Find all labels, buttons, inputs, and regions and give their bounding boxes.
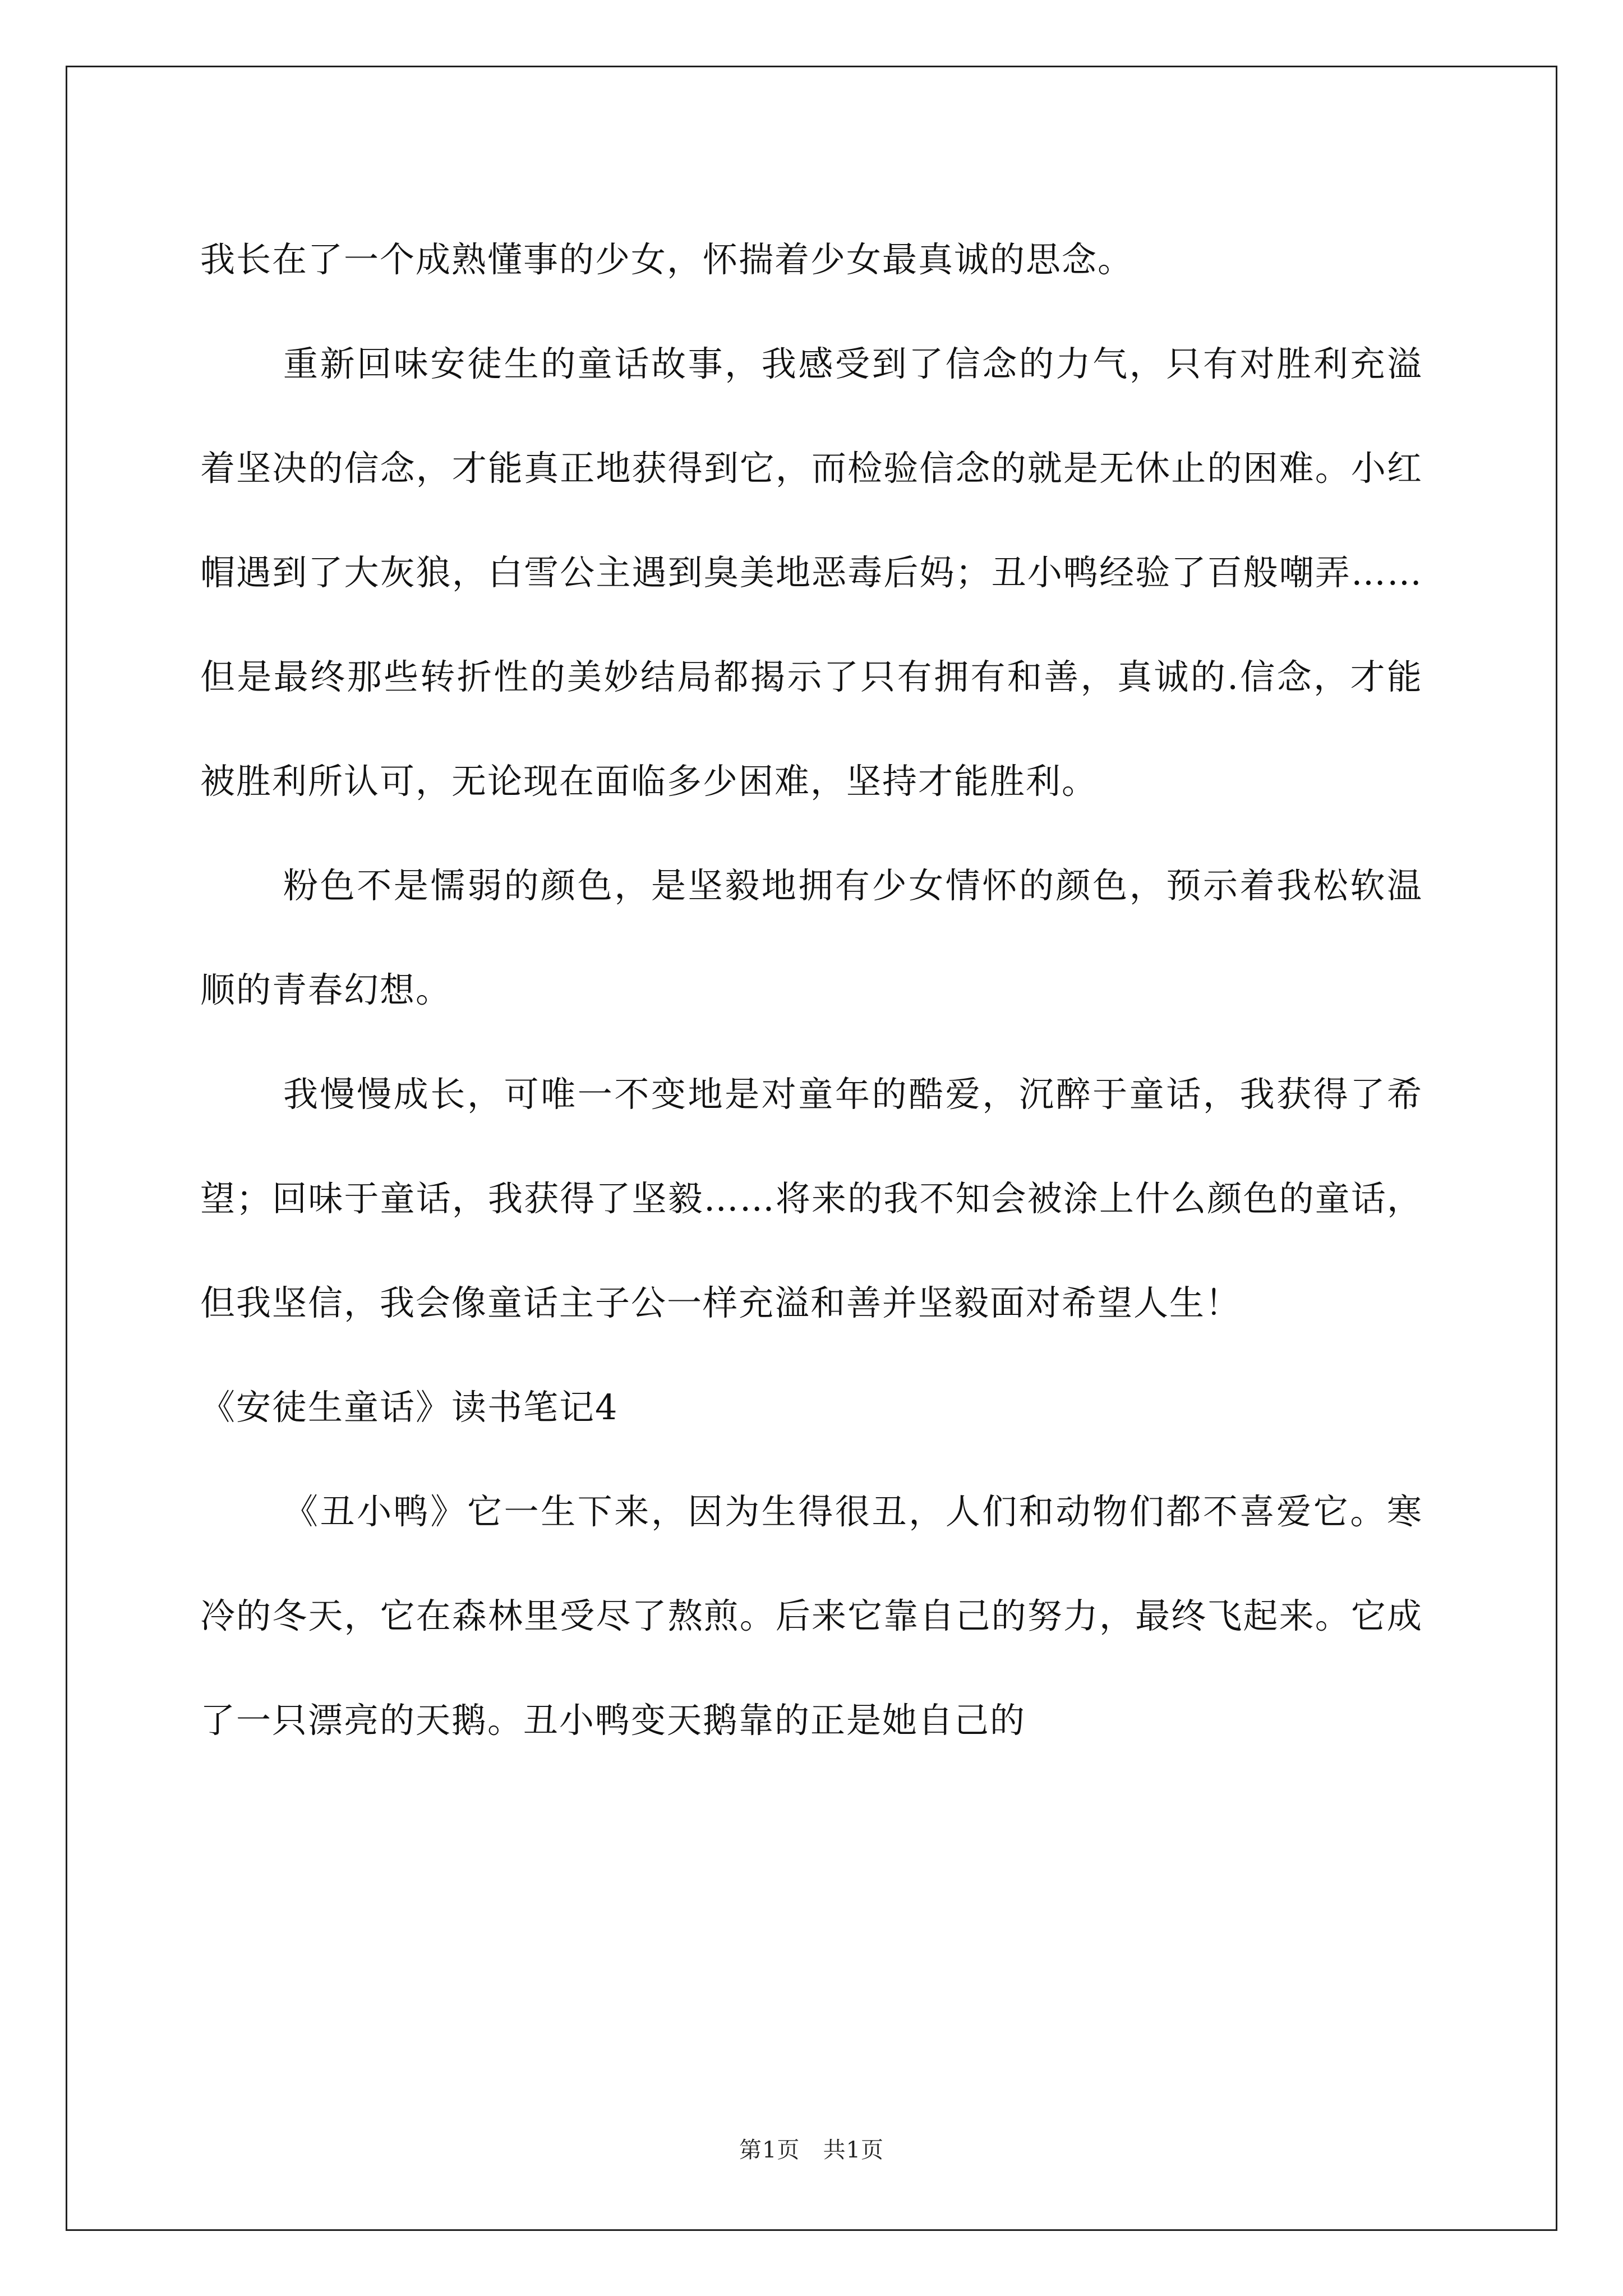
footer-gap xyxy=(800,2137,823,2163)
paragraph-1: 我长在了一个成熟懂事的少女，怀揣着少女最真诚的思念。 xyxy=(200,239,1134,280)
paragraph-3: 粉色不是懦弱的颜色，是坚毅地拥有少女情怀的颜色，预示着我松软温顺的青春幻想。 xyxy=(200,865,1423,1010)
paragraph-5: 《丑小鸭》它一生下来，因为生得很丑，人们和动物们都不喜爱它。寒冷的冬天，它在森林里受尽了熬煎。后来它靠自己的努力，最终飞起来。它成了一只漂亮的天鹅。丑小鸭变天鹅靠的正是她自己的 xyxy=(200,1491,1423,1741)
paragraph-2: 重新回味安徒生的童话故事，我感受到了信念的力气，只有对胜利充溢着坚决的信念，才能真正地获得到它，而检验信念的就是无休止的困难。小红帽遇到了大灰狼，白雪公主遇到臭美地恶毒后妈；丑小鸭经验了百般嘲弄……但是最终那些转折性的美妙结局都揭示了只有拥有和善，真诚的.信念，才能被胜利所认可，无论现在面临多少困难，坚持才能胜利。 xyxy=(200,343,1423,802)
page-total: 共1页 xyxy=(823,2137,884,2163)
document-body xyxy=(200,208,1423,1773)
page-number: 第1页 xyxy=(739,2137,800,2163)
page-footer xyxy=(0,2134,1623,2166)
section-heading: 《安徒生童话》读书笔记4 xyxy=(200,1387,619,1428)
paragraph-4: 我慢慢成长，可唯一不变地是对童年的酷爱，沉醉于童话，我获得了希望；回味于童话，我获得了坚毅……将来的我不知会被涂上什么颜色的童话，但我坚信，我会像童话主子公一样充溢和善并坚毅面对希望人生！ xyxy=(200,1074,1423,1323)
